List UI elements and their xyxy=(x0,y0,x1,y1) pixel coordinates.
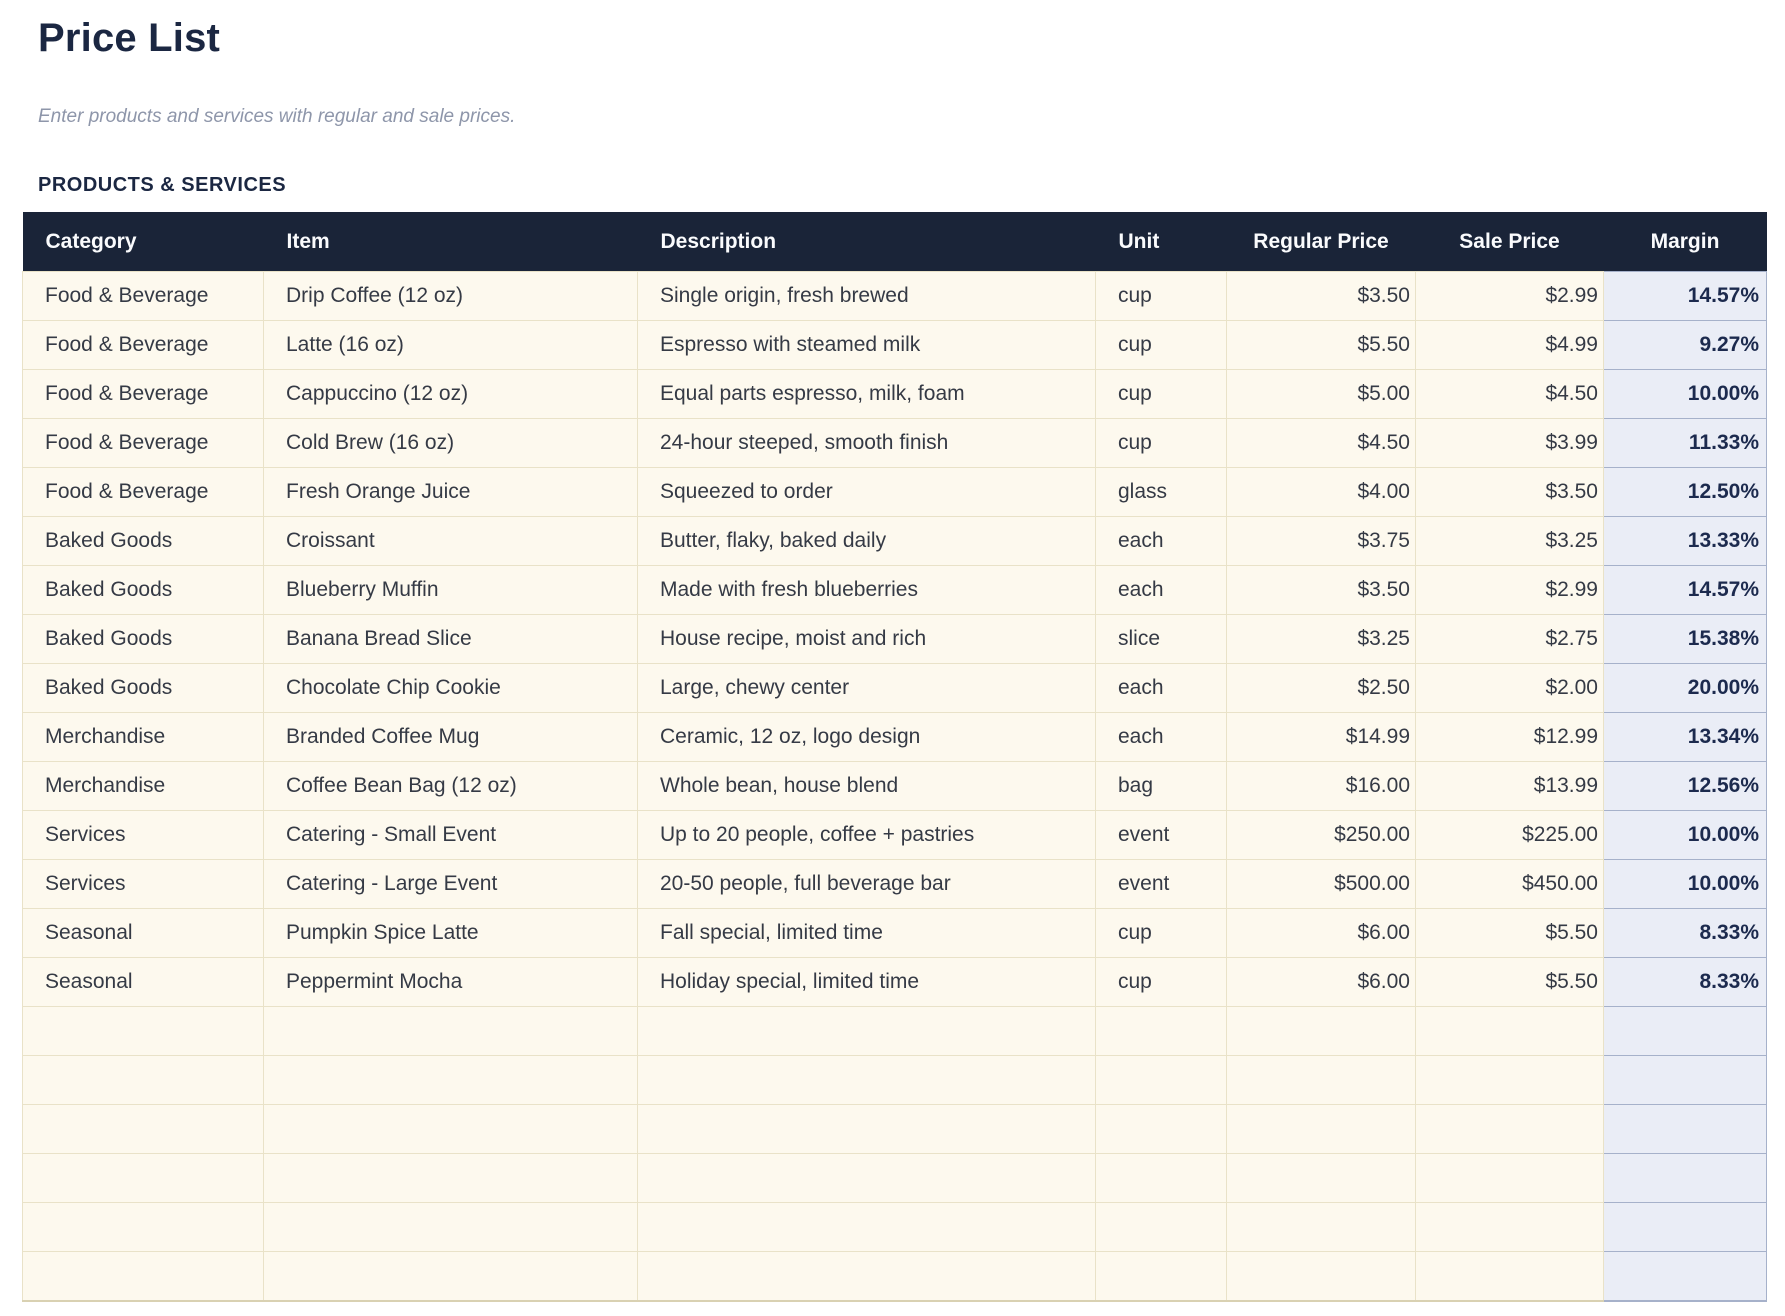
cell-category[interactable]: Food & Beverage xyxy=(23,468,264,517)
cell-unit[interactable]: cup xyxy=(1096,272,1227,321)
cell-description[interactable]: Single origin, fresh brewed xyxy=(638,272,1096,321)
table-row xyxy=(23,370,1767,419)
cell-item[interactable]: Chocolate Chip Cookie xyxy=(264,664,638,713)
cell-item[interactable]: Banana Bread Slice xyxy=(264,615,638,664)
cell-description[interactable]: House recipe, moist and rich xyxy=(638,615,1096,664)
section-heading: PRODUCTS & SERVICES xyxy=(38,174,287,196)
page-title: Price List xyxy=(38,16,221,60)
empty-cell-description[interactable] xyxy=(638,1154,1096,1203)
empty-row xyxy=(23,1007,1767,1056)
cell-sale_price[interactable]: $12.99 xyxy=(1416,713,1604,762)
table-row xyxy=(23,321,1767,370)
cell-regular_price[interactable]: $3.25 xyxy=(1227,615,1416,664)
cell-regular_price[interactable]: $3.50 xyxy=(1227,566,1416,615)
column-header-sale_price: Sale Price xyxy=(1416,212,1604,272)
empty-cell-category[interactable] xyxy=(23,1252,264,1302)
cell-description[interactable]: 24-hour steeped, smooth finish xyxy=(638,419,1096,468)
cell-margin[interactable]: 10.00% xyxy=(1604,370,1767,419)
empty-cell-regular_price[interactable] xyxy=(1227,1154,1416,1203)
cell-regular_price[interactable]: $5.50 xyxy=(1227,321,1416,370)
empty-cell-unit[interactable] xyxy=(1096,1252,1227,1302)
empty-cell-category[interactable] xyxy=(23,1007,264,1056)
cell-margin[interactable]: 12.56% xyxy=(1604,762,1767,811)
cell-regular_price[interactable]: $250.00 xyxy=(1227,811,1416,860)
cell-description[interactable]: Equal parts espresso, milk, foam xyxy=(638,370,1096,419)
cell-sale_price[interactable]: $3.25 xyxy=(1416,517,1604,566)
column-header-category: Category xyxy=(23,212,264,272)
table-row xyxy=(23,811,1767,860)
cell-category[interactable]: Seasonal xyxy=(23,958,264,1007)
empty-cell-unit[interactable] xyxy=(1096,1203,1227,1252)
cell-category[interactable]: Baked Goods xyxy=(23,615,264,664)
empty-cell-description[interactable] xyxy=(638,1056,1096,1105)
cell-sale_price[interactable]: $450.00 xyxy=(1416,860,1604,909)
cell-margin[interactable]: 11.33% xyxy=(1604,419,1767,468)
cell-sale_price[interactable]: $3.50 xyxy=(1416,468,1604,517)
empty-cell-description[interactable] xyxy=(638,1252,1096,1302)
cell-regular_price[interactable]: $6.00 xyxy=(1227,958,1416,1007)
cell-category[interactable]: Food & Beverage xyxy=(23,272,264,321)
cell-unit[interactable]: each xyxy=(1096,517,1227,566)
empty-cell-sale_price[interactable] xyxy=(1416,1252,1604,1302)
empty-cell-category[interactable] xyxy=(23,1154,264,1203)
cell-item[interactable]: Fresh Orange Juice xyxy=(264,468,638,517)
cell-regular_price[interactable]: $4.00 xyxy=(1227,468,1416,517)
empty-row xyxy=(23,1203,1767,1252)
empty-cell-unit[interactable] xyxy=(1096,1007,1227,1056)
empty-cell-sale_price[interactable] xyxy=(1416,1007,1604,1056)
cell-sale_price[interactable]: $5.50 xyxy=(1416,909,1604,958)
cell-regular_price[interactable]: $4.50 xyxy=(1227,419,1416,468)
cell-regular_price[interactable]: $3.50 xyxy=(1227,272,1416,321)
cell-description[interactable]: Whole bean, house blend xyxy=(638,762,1096,811)
cell-item[interactable]: Croissant xyxy=(264,517,638,566)
cell-category[interactable]: Food & Beverage xyxy=(23,370,264,419)
cell-item[interactable]: Cappuccino (12 oz) xyxy=(264,370,638,419)
cell-description[interactable]: Squeezed to order xyxy=(638,468,1096,517)
empty-cell-sale_price[interactable] xyxy=(1416,1056,1604,1105)
cell-category[interactable]: Merchandise xyxy=(23,713,264,762)
cell-description[interactable]: Butter, flaky, baked daily xyxy=(638,517,1096,566)
cell-sale_price[interactable]: $3.99 xyxy=(1416,419,1604,468)
cell-category[interactable]: Food & Beverage xyxy=(23,321,264,370)
cell-item[interactable]: Coffee Bean Bag (12 oz) xyxy=(264,762,638,811)
cell-unit[interactable]: bag xyxy=(1096,762,1227,811)
cell-regular_price[interactable]: $500.00 xyxy=(1227,860,1416,909)
empty-cell-margin[interactable] xyxy=(1604,1154,1767,1203)
cell-item[interactable]: Pumpkin Spice Latte xyxy=(264,909,638,958)
cell-margin[interactable]: 13.34% xyxy=(1604,713,1767,762)
cell-item[interactable]: Drip Coffee (12 oz) xyxy=(264,272,638,321)
price-table xyxy=(22,212,1767,1302)
table-row xyxy=(23,664,1767,713)
cell-category[interactable]: Seasonal xyxy=(23,909,264,958)
table-row xyxy=(23,272,1767,321)
empty-cell-description[interactable] xyxy=(638,1203,1096,1252)
empty-row xyxy=(23,1252,1767,1302)
empty-cell-item[interactable] xyxy=(264,1007,638,1056)
cell-unit[interactable]: slice xyxy=(1096,615,1227,664)
cell-unit[interactable]: cup xyxy=(1096,321,1227,370)
cell-margin[interactable]: 15.38% xyxy=(1604,615,1767,664)
empty-cell-sale_price[interactable] xyxy=(1416,1105,1604,1154)
empty-cell-regular_price[interactable] xyxy=(1227,1105,1416,1154)
cell-category[interactable]: Merchandise xyxy=(23,762,264,811)
empty-cell-margin[interactable] xyxy=(1604,1007,1767,1056)
empty-cell-description[interactable] xyxy=(638,1105,1096,1154)
cell-margin[interactable]: 14.57% xyxy=(1604,566,1767,615)
empty-cell-unit[interactable] xyxy=(1096,1056,1227,1105)
empty-cell-category[interactable] xyxy=(23,1056,264,1105)
cell-description[interactable]: 20-50 people, full beverage bar xyxy=(638,860,1096,909)
cell-unit[interactable]: event xyxy=(1096,811,1227,860)
empty-cell-item[interactable] xyxy=(264,1203,638,1252)
table-header-row xyxy=(23,212,1767,272)
cell-regular_price[interactable]: $2.50 xyxy=(1227,664,1416,713)
cell-regular_price[interactable]: $14.99 xyxy=(1227,713,1416,762)
table-row xyxy=(23,860,1767,909)
cell-unit[interactable]: event xyxy=(1096,860,1227,909)
cell-sale_price[interactable]: $2.99 xyxy=(1416,566,1604,615)
empty-cell-regular_price[interactable] xyxy=(1227,1056,1416,1105)
cell-unit[interactable]: cup xyxy=(1096,958,1227,1007)
column-header-unit: Unit xyxy=(1096,212,1227,272)
cell-category[interactable]: Services xyxy=(23,860,264,909)
column-header-regular_price: Regular Price xyxy=(1227,212,1416,272)
empty-cell-item[interactable] xyxy=(264,1154,638,1203)
cell-regular_price[interactable]: $6.00 xyxy=(1227,909,1416,958)
cell-unit[interactable]: glass xyxy=(1096,468,1227,517)
table-row xyxy=(23,468,1767,517)
empty-cell-margin[interactable] xyxy=(1604,1252,1767,1302)
table-row xyxy=(23,958,1767,1007)
cell-regular_price[interactable]: $5.00 xyxy=(1227,370,1416,419)
cell-item[interactable]: Peppermint Mocha xyxy=(264,958,638,1007)
cell-sale_price[interactable]: $225.00 xyxy=(1416,811,1604,860)
table-body xyxy=(23,272,1767,1302)
cell-item[interactable]: Branded Coffee Mug xyxy=(264,713,638,762)
empty-cell-unit[interactable] xyxy=(1096,1154,1227,1203)
empty-cell-sale_price[interactable] xyxy=(1416,1203,1604,1252)
table-row xyxy=(23,517,1767,566)
cell-item[interactable]: Catering - Large Event xyxy=(264,860,638,909)
cell-regular_price[interactable]: $16.00 xyxy=(1227,762,1416,811)
empty-cell-sale_price[interactable] xyxy=(1416,1154,1604,1203)
table-row xyxy=(23,909,1767,958)
cell-description[interactable]: Made with fresh blueberries xyxy=(638,566,1096,615)
empty-cell-regular_price[interactable] xyxy=(1227,1252,1416,1302)
empty-cell-item[interactable] xyxy=(264,1105,638,1154)
cell-margin[interactable]: 10.00% xyxy=(1604,860,1767,909)
cell-unit[interactable]: cup xyxy=(1096,909,1227,958)
table-row xyxy=(23,615,1767,664)
table-row xyxy=(23,419,1767,468)
table-row xyxy=(23,566,1767,615)
cell-item[interactable]: Latte (16 oz) xyxy=(264,321,638,370)
column-header-description: Description xyxy=(638,212,1096,272)
cell-category[interactable]: Baked Goods xyxy=(23,566,264,615)
cell-sale_price[interactable]: $5.50 xyxy=(1416,958,1604,1007)
cell-item[interactable]: Catering - Small Event xyxy=(264,811,638,860)
cell-description[interactable]: Ceramic, 12 oz, logo design xyxy=(638,713,1096,762)
cell-regular_price[interactable]: $3.75 xyxy=(1227,517,1416,566)
cell-description[interactable]: Up to 20 people, coffee + pastries xyxy=(638,811,1096,860)
cell-unit[interactable]: cup xyxy=(1096,419,1227,468)
empty-cell-description[interactable] xyxy=(638,1007,1096,1056)
page-subtitle: Enter products and services with regular and sale prices. xyxy=(38,106,516,127)
cell-unit[interactable]: each xyxy=(1096,664,1227,713)
table-row xyxy=(23,713,1767,762)
cell-item[interactable]: Cold Brew (16 oz) xyxy=(264,419,638,468)
cell-category[interactable]: Baked Goods xyxy=(23,664,264,713)
empty-cell-margin[interactable] xyxy=(1604,1203,1767,1252)
cell-category[interactable]: Baked Goods xyxy=(23,517,264,566)
empty-cell-regular_price[interactable] xyxy=(1227,1203,1416,1252)
cell-description[interactable]: Espresso with steamed milk xyxy=(638,321,1096,370)
empty-cell-category[interactable] xyxy=(23,1203,264,1252)
cell-description[interactable]: Large, chewy center xyxy=(638,664,1096,713)
empty-row xyxy=(23,1105,1767,1154)
empty-cell-margin[interactable] xyxy=(1604,1056,1767,1105)
cell-margin[interactable]: 13.33% xyxy=(1604,517,1767,566)
cell-category[interactable]: Food & Beverage xyxy=(23,419,264,468)
cell-unit[interactable]: cup xyxy=(1096,370,1227,419)
empty-cell-regular_price[interactable] xyxy=(1227,1007,1416,1056)
column-header-margin: Margin xyxy=(1604,212,1767,272)
table-row xyxy=(23,762,1767,811)
cell-margin[interactable]: 9.27% xyxy=(1604,321,1767,370)
empty-cell-item[interactable] xyxy=(264,1056,638,1105)
cell-margin[interactable]: 20.00% xyxy=(1604,664,1767,713)
cell-description[interactable]: Holiday special, limited time xyxy=(638,958,1096,1007)
empty-cell-unit[interactable] xyxy=(1096,1105,1227,1154)
cell-unit[interactable]: each xyxy=(1096,713,1227,762)
cell-sale_price[interactable]: $4.50 xyxy=(1416,370,1604,419)
cell-margin[interactable]: 12.50% xyxy=(1604,468,1767,517)
empty-cell-item[interactable] xyxy=(264,1252,638,1302)
cell-margin[interactable]: 8.33% xyxy=(1604,958,1767,1007)
cell-sale_price[interactable]: $2.99 xyxy=(1416,272,1604,321)
cell-sale_price[interactable]: $2.75 xyxy=(1416,615,1604,664)
cell-description[interactable]: Fall special, limited time xyxy=(638,909,1096,958)
column-header-item: Item xyxy=(264,212,638,272)
cell-item[interactable]: Blueberry Muffin xyxy=(264,566,638,615)
cell-margin[interactable]: 8.33% xyxy=(1604,909,1767,958)
cell-unit[interactable]: each xyxy=(1096,566,1227,615)
empty-cell-margin[interactable] xyxy=(1604,1105,1767,1154)
cell-sale_price[interactable]: $13.99 xyxy=(1416,762,1604,811)
empty-row xyxy=(23,1056,1767,1105)
cell-margin[interactable]: 10.00% xyxy=(1604,811,1767,860)
cell-margin[interactable]: 14.57% xyxy=(1604,272,1767,321)
empty-cell-category[interactable] xyxy=(23,1105,264,1154)
cell-sale_price[interactable]: $4.99 xyxy=(1416,321,1604,370)
empty-row xyxy=(23,1154,1767,1203)
cell-category[interactable]: Services xyxy=(23,811,264,860)
cell-sale_price[interactable]: $2.00 xyxy=(1416,664,1604,713)
